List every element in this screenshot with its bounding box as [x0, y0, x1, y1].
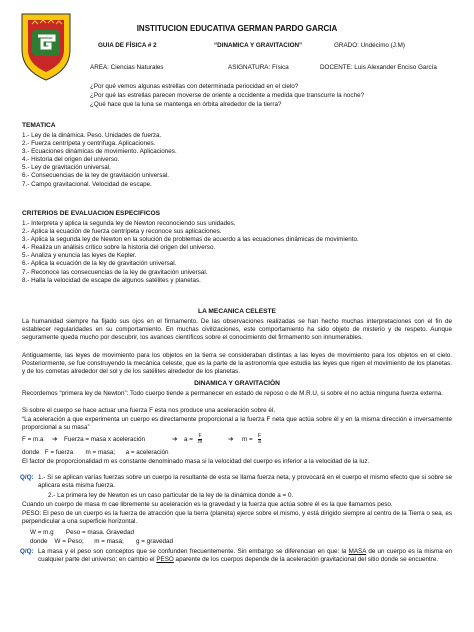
dinamica-paragraph-4: El factor de proporcionalidad m es constante denominado masa si la velocidad del cuerpo es inferior a la velocidad de la luz.	[22, 458, 370, 465]
dinamica-paragraph-2: Si sobre el cuerpo se hace actuar una fuerza F esta nos produce una aceleración sobre él.	[22, 407, 276, 414]
mecanica-paragraph-2: Antiguamente, las leyes de movimiento para los objetos en la tierra se consideraban distintas a las leyes de movimiento para los objetos en el cielo. Posteriormente, se fue construyendo la mecánica celeste, que es la parte de la astronomía que estudia las leyes que rigen el movimiento de los planetas. y de los cometas alrededor del sol y de los satélites alrededor de los planetas.	[22, 352, 452, 376]
peso-legend: donde W = Peso; m = masa; g = gravedad	[30, 538, 173, 545]
list-item: 3.- Aplica la segunda ley de Newton en la solución de problemas de acuerdo a las ecuaciones dinámicas de movimiento.	[22, 236, 359, 244]
list-item: 4.- Realiza un análisis crítico sobre la historia del origen del universo.	[22, 244, 216, 252]
dinamica-paragraph-3: “La aceleración a que experimenta un cuerpo es directamente proporcional a la fuerza F neta que actúa sobre él y en la misma dirección e inversamente proporcional a su masa”	[22, 416, 452, 432]
qa-label: Q/Q:	[20, 474, 34, 481]
list-item: 2.- Fuerza centrípeta y centrífuga. Aplicaciones.	[22, 140, 156, 148]
qa-masa-peso: La masa y el peso son conceptos que se confunden frecuentemente. Sin embargo se diferencian en que: la MASA de un cuerpo es la misma en cualquier parte del universo; en cambio el PESO aparente de los cuerpos depende de la aceleración gravitacional del sitio donde se encuentre.	[38, 548, 452, 564]
fraction-f-over-a: $\frac{F}{a}$	[258, 433, 262, 445]
arrow-icon: ➔	[52, 436, 58, 443]
list-item: 1.- Ley de la dinámica. Peso. Unidades de fuerza.	[22, 132, 162, 139]
peso-term: PESO	[156, 556, 174, 564]
question-2: ¿Por qué las estrellas parecen moverse de oriente a occidente a medida que transcurre la noche?	[90, 92, 365, 99]
peso-formula: W = m.g Peso = masa. Gravedad	[30, 529, 134, 536]
dinamica-paragraph-1: Recordemos “primera ley de Newton”: Todo cuerpo tiende a permanecer en estado de reposo o de M.R.U, si sobre el no actúa ninguna fuerza externa.	[22, 390, 443, 397]
teacher-label: DOCENTE: Luis Alexander Enciso García	[320, 64, 437, 71]
dinamica-heading: DINAMICA Y GRAVITACIÒN	[194, 380, 280, 387]
list-item: 6.- Consecuencias de la ley de gravitación universal.	[22, 172, 170, 180]
list-item: 1.- Interpreta y aplica la segunda ley de Newton reconociendo sus unidades.	[22, 220, 236, 227]
school-crest-logo	[18, 10, 74, 82]
question-1: ¿Por qué vemos algunas estrellas con determinada periocidad en el cielo?	[90, 83, 299, 90]
newton-formula-row	[22, 435, 452, 447]
peso-paragraph-2: PESO: El peso de un cuerpo es la fuerza de atracción que la tierra (planeta) ejerce sobre el mismo, y está dirigido siempre al centro de la Tierra o sea, es perpendicular a una superficie horizontal.	[22, 510, 452, 526]
list-item: 8.- Halla la velocidad de escape de algunos satélites y planetas.	[22, 276, 201, 284]
criterios-heading: CRITERIOS DE EVALUACION ESPECIFICOS	[22, 210, 160, 217]
list-item: 3.- Ecuaciones dinámicas de movimiento. Aplicaciones.	[22, 148, 177, 156]
list-item: 7.- Campo gravitacional. Velocidad de escape.	[22, 180, 152, 188]
masa-term: MASA	[348, 548, 367, 555]
arrow-icon: ➔	[228, 436, 234, 443]
mecanica-heading: LA MECANICA CELESTE	[198, 308, 276, 315]
tematica-heading: TEMATICA	[22, 122, 56, 129]
arrow-icon: ➔	[172, 436, 178, 443]
tematica-list	[22, 132, 177, 189]
qa-answer-1: 1.- Si se aplican varías fuerzas sobre un cuerpo la resultante de esta se llama fuerza neta, y provocará en el cuerpo el mismo efecto que si sobre se aplicara esta misma fuerza.	[38, 474, 452, 490]
criterios-list	[22, 220, 359, 285]
list-item: 2.- Aplica la ecuación de fuerza centrípeta y reconoce sus aplicaciones.	[22, 228, 222, 236]
list-item: 6.- Aplica la ecuación de la ley de gravitación universal.	[22, 260, 177, 268]
formula-m-label: m =	[242, 436, 253, 443]
subject-label: ASIGNATURA: Física	[228, 64, 289, 71]
institution-title: INSTITUCION EDUCATIVA GERMAN PARDO GARCIA	[136, 24, 338, 33]
formula-f-ma: F = m.a	[22, 436, 44, 443]
formula-description: Fuerza = masa x aceleración	[64, 436, 146, 443]
formula-a-label: a =	[184, 436, 193, 443]
grade-label: GRADO: Undécimo (J.M)	[334, 42, 406, 49]
list-item: 5.- Ley de gravitación universal.	[22, 164, 111, 172]
question-3: ¿Qué hace que la luna se mantenga en órbita alrededor de la tierra?	[90, 101, 282, 108]
list-item: 5.- Analiza y enuncia las leyes de Kepler.	[22, 252, 137, 260]
qa-label: Q/Q:	[20, 548, 34, 555]
formula-legend: donde F = fuerza m = masa; a = aceleración	[22, 449, 169, 456]
guide-number: GUIA DE FÍSICA # 2	[98, 42, 157, 49]
list-item: 7.- Reconoce las consecuencias de la ley de gravitación universal.	[22, 268, 208, 276]
guide-topic: “DINAMICA Y GRAVITACION”	[214, 42, 303, 49]
list-item: 4.- Historia del origen del universo.	[22, 156, 120, 164]
mecanica-paragraph-1: La humanidad siempre ha fijado sus ojos en el firmamento. De las observaciones realizadas se han hecho muchas interpretaciones con el fin de establecer regularidades en su comportamiento. En muchas civilizaciones, este comportamiento ha sido objeto de misterio y de respeto. Aunque seguramente queda mucho por descubrir, los avances científicos sobre el conocimiento del firmamento son innumerables.	[22, 318, 452, 342]
area-label: AREA: Ciencias Naturales	[90, 64, 164, 71]
qa-answer-2: 2.- La primera ley de Newton es un caso particular de la ley de la dinámica donde a = 0.	[48, 492, 294, 499]
fraction-f-over-m: $\frac{F}{m}$	[198, 433, 203, 445]
peso-paragraph-1: Cuando un cuerpo de masa m cae libremente su aceleración es la gravedad y la fuerza que actúa sobre él es la que llamamos peso.	[22, 501, 393, 508]
